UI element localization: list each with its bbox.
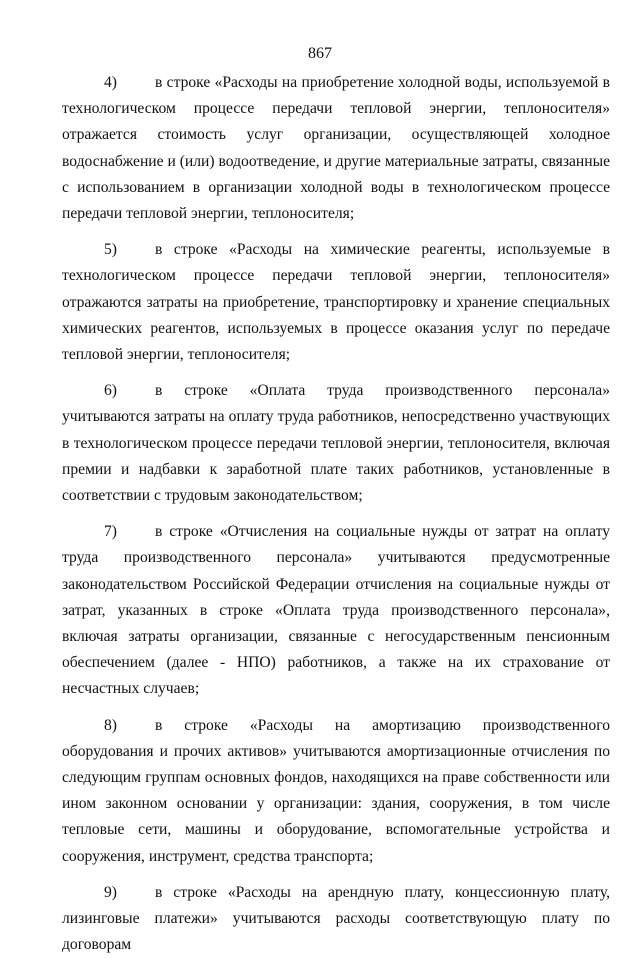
item-number: 5): [104, 241, 117, 259]
item-number: 4): [104, 74, 117, 91]
paragraph-text: в строке «Расходы на химические реагенты, используемые в технологическом процессе передачи тепловой энергии, теплоносителя» отражаются затраты на приобретение, транспортировку и хранение специальных химических реагентов, используемых в процессе оказания услуг по передаче тепловой энергии, теплоносителя;: [62, 241, 610, 364]
item-number: 9): [104, 883, 117, 901]
document-body: [62, 70, 610, 959]
paragraph-text: в строке «Расходы на амортизацию производственного оборудования и прочих активов» учитываются амортизационные отчисления по следующим группам основных фондов, находящихся на праве собственности или ином законном основании у организации: здания, сооружения, в том числе тепловые сети, машины и оборудование, вспомогательные устройства и сооружения, инструмент, средства транспорта;: [62, 716, 610, 865]
paragraph-text: в строке «Оплата труда производственного персонала» учитываются затраты на оплату труда работников, непосредственно участвующих в технологическом процессе передачи тепловой энергии, теплоносителя, включая премии и надбавки к заработной плате таких работников, установленные в соответствии с трудовым законодательством;: [62, 382, 610, 505]
paragraph-item-4: [62, 70, 610, 227]
paragraph-text: в строке «Расходы на приобретение холодной воды, используемой в технологическом процессе передачи тепловой энергии, теплоносителя» отражается стоимость услуг организации, осуществляющей холодное водоснабжение и (или) водоотведение, и другие материальные затраты, связанные с использованием в организации холодной воды в технологическом процессе передачи тепловой энергии, теплоносителя;: [62, 74, 610, 223]
paragraph-text: в строке «Расходы на арендную плату, концессионную плату, лизинговые платежи» учитываются расходы соответствующую плату по договорам: [62, 883, 610, 954]
page-number: 867: [308, 45, 332, 62]
paragraph-item-6: [62, 378, 610, 509]
item-number: 8): [104, 716, 117, 734]
paragraph-item-5: [62, 237, 610, 368]
paragraph-item-8: [62, 713, 610, 870]
item-number: 6): [104, 382, 117, 400]
paragraph-text: в строке «Отчисления на социальные нужды от затрат на оплату труда производственного персонала» учитываются предусмотренные законодательством Российской Федерации отчисления на социальные нужды от затрат, указанных в строке «Оплата труда производственного персонала», включая затраты организации, связанные с негосударственным пенсионным обеспечением (далее - НПО) работников, а также на их страхование от несчастных случаев;: [62, 523, 610, 698]
item-number: 7): [104, 523, 117, 541]
paragraph-item-7: [62, 519, 610, 702]
paragraph-item-9: [62, 880, 610, 959]
